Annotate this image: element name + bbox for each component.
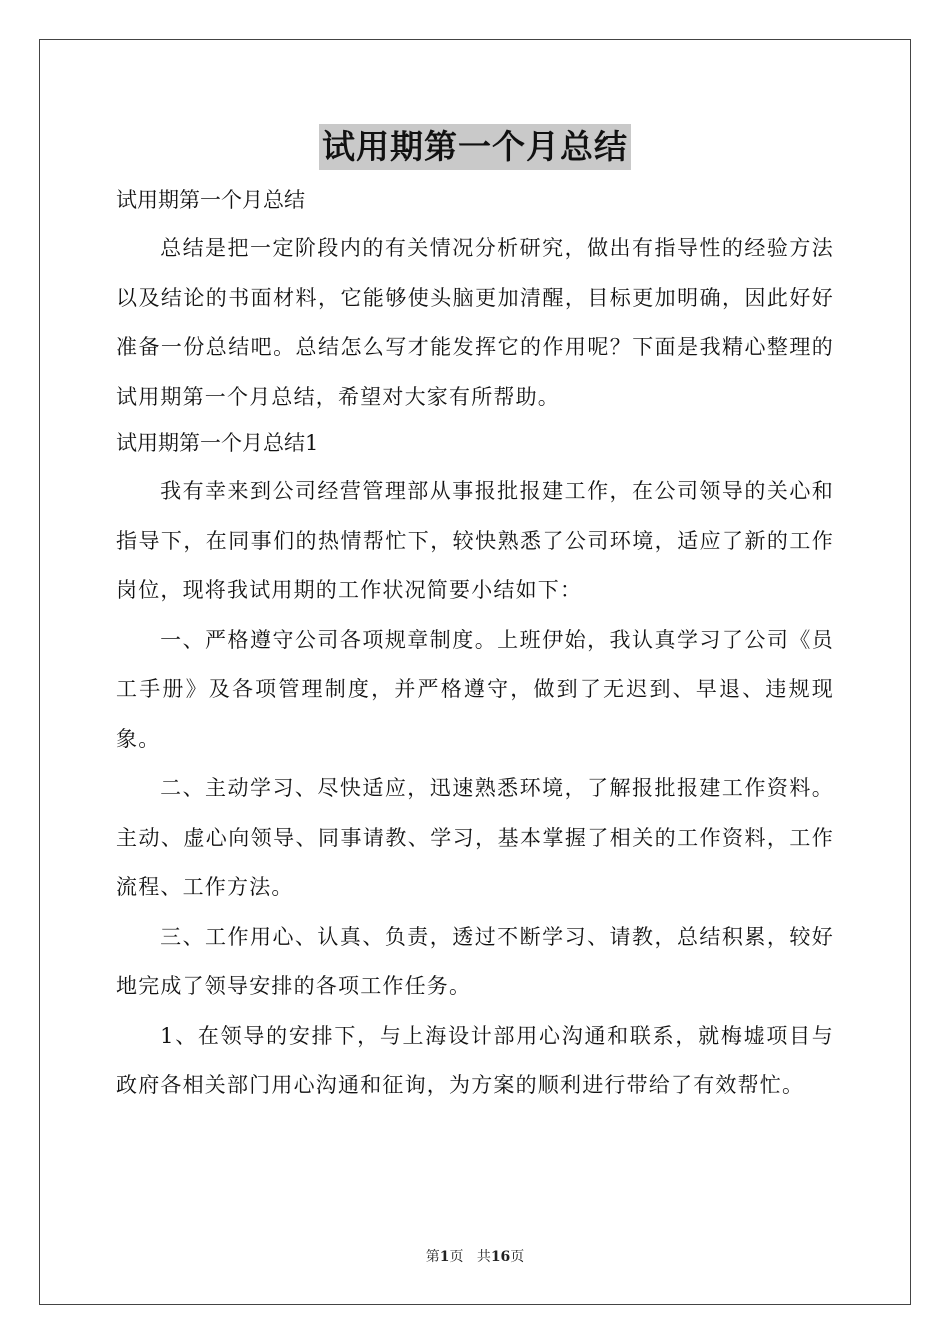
- total-pages: 16: [490, 1249, 511, 1265]
- body-paragraph: 二、主动学习、尽快适应，迅速熟悉环境，了解报批报建工作资料。主动、虚心向领导、同事请教、学习，基本掌握了相关的工作资料，工作流程、工作方法。: [116, 776, 834, 899]
- total-suffix: 页: [510, 1249, 525, 1265]
- title-block: [0, 124, 950, 170]
- body-paragraph: 三、工作用心、认真、负责，透过不断学习、请教，总结积累，较好地完成了领导安排的各项工作任务。: [116, 924, 834, 998]
- document-body: [116, 180, 834, 1111]
- page-footer: [0, 1248, 950, 1266]
- page-suffix: 页: [449, 1249, 464, 1265]
- total-prefix: 共: [476, 1249, 491, 1265]
- section-title: 试用期第一个月总结1: [116, 431, 319, 455]
- document-subtitle: 试用期第一个月总结: [116, 188, 305, 212]
- body-paragraph: 1、在领导的安排下，与上海设计部用心沟通和联系，就梅墟项目与政府各相关部门用心沟通和征询，为方案的顺利进行带给了有效帮忙。: [116, 1023, 834, 1097]
- intro-paragraph: 总结是把一定阶段内的有关情况分析研究，做出有指导性的经验方法以及结论的书面材料，它能够使头脑更加清醒，目标更加明确，因此好好准备一份总结吧。总结怎么写才能发挥它的作用呢？下面是我精心整理的试用期第一个月总结，希望对大家有所帮助。: [116, 236, 834, 409]
- body-paragraph: 一、严格遵守公司各项规章制度。上班伊始，我认真学习了公司《员工手册》及各项管理制度，并严格遵守，做到了无迟到、早退、违规现象。: [116, 627, 834, 751]
- page-prefix: 第: [425, 1249, 440, 1265]
- document-title: 试用期第一个月总结: [319, 124, 631, 170]
- body-paragraph: 我有幸来到公司经营管理部从事报批报建工作，在公司领导的关心和指导下，在同事们的热情帮忙下，较快熟悉了公司环境，适应了新的工作岗位，现将我试用期的工作状况简要小结如下：: [116, 479, 834, 602]
- page-number: 1: [439, 1249, 450, 1265]
